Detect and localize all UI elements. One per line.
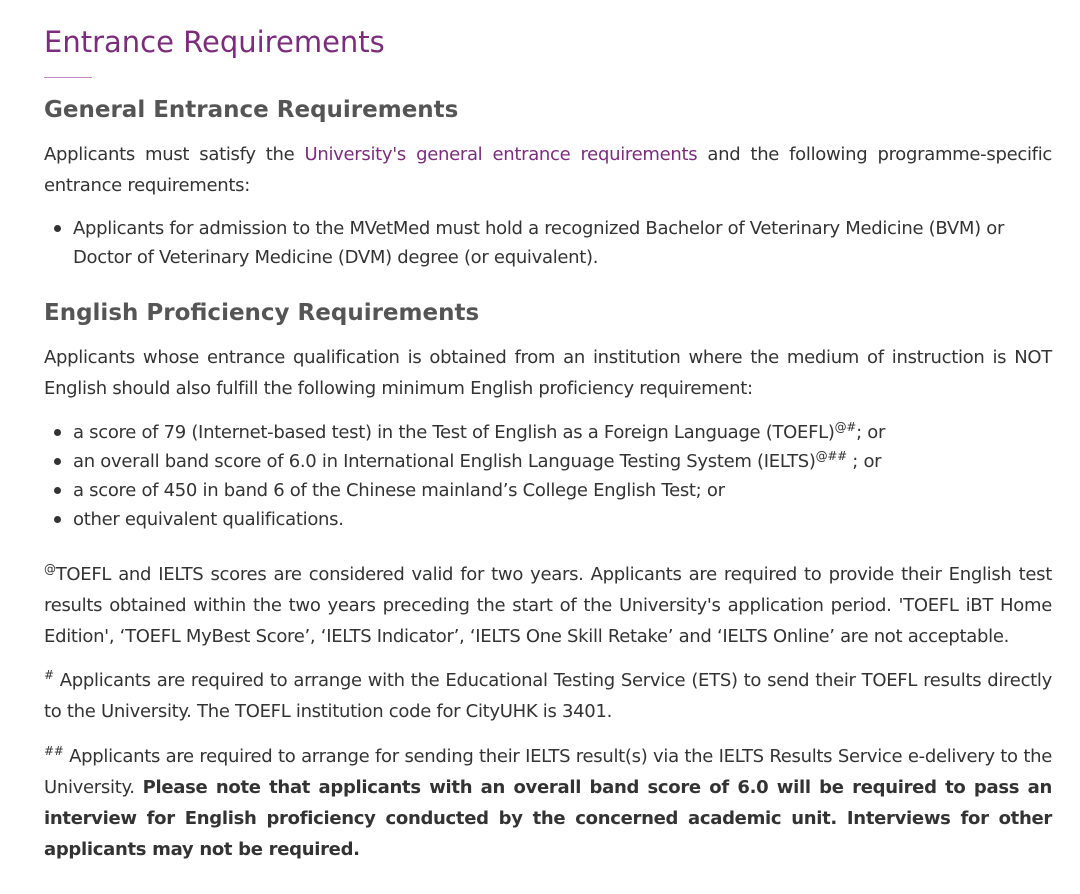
note-bold-text: Please note that applicants with an overall band score of 6.0 will be required to pass an interview for English proficiency conducted by the concerned academic unit. Interviews for other applicants may not be required. (44, 777, 1053, 860)
note-toefl (44, 665, 1052, 727)
intro-text-continued: and the following programme-specific entrance requirements: (44, 144, 1052, 196)
english-proficiency-intro: Applicants whose entrance qualification is obtained from an institution where the medium of instruction is NOT English should also fulfill the following minimum English proficiency requirement: (44, 347, 1052, 399)
intro-text: Applicants must satisfy the (44, 144, 305, 165)
general-requirements-list (44, 214, 1044, 272)
english-requirements-list (44, 418, 1044, 534)
note-marker: # (44, 668, 54, 682)
note-validity (44, 559, 1052, 652)
list-item (44, 418, 1044, 447)
item-text: a score of 450 in band 6 of the Chinese mainland’s College English Test; or (73, 480, 725, 501)
note-ielts (44, 741, 1052, 865)
item-text: an overall band score of 6.0 in International English Language Testing System (IELTS) (73, 451, 816, 472)
item-text: other equivalent qualifications. (73, 509, 344, 530)
note-text: TOEFL and IELTS scores are considered valid for two years. Applicants are required to provide their English test results obtained within the two years preceding the start of the University's application period. 'TOEFL iBT Home Edition', ‘TOEFL MyBest Score’, ‘IELTS Indicator’, ‘IELTS One Skill Retake’ and ‘IELTS Online’ are not acceptable. (44, 564, 1052, 647)
footnote-marker: @## (815, 449, 847, 463)
list-item (44, 447, 1044, 476)
item-suffix: ; or (846, 451, 882, 472)
item-suffix: ; or (856, 422, 886, 443)
note-text: Applicants are required to arrange with the Educational Testing Service (ETS) to send their TOEFL results directly to the University. The TOEFL institution code for CityUHK is 3401. (44, 670, 1052, 722)
footnote-marker: @# (834, 420, 857, 434)
item-text: a score of 79 (Internet-based test) in the Test of English as a Foreign Language (TOEFL) (73, 422, 835, 443)
note-marker: @ (44, 562, 56, 576)
note-marker: ## (44, 744, 64, 758)
general-requirements-link[interactable]: University's general entrance requirements (304, 144, 698, 165)
list-item: Applicants for admission to the MVetMed must hold a recognized Bachelor of Veterinary Medicine (BVM) or Doctor of Veterinary Medicine (DVM) degree (or equivalent). (44, 214, 1044, 272)
note-text: Applicants are required to arrange for sending their IELTS result(s) via the IELTS Results Service e-delivery to the University. (44, 746, 1052, 798)
general-requirements-intro (44, 139, 1052, 201)
title-divider (44, 77, 92, 78)
list-item (44, 476, 1044, 505)
page-title: Entrance Requirements (44, 25, 385, 59)
general-requirements-heading: General Entrance Requirements (44, 97, 459, 123)
list-item (44, 505, 1044, 534)
english-proficiency-heading: English Proficiency Requirements (44, 300, 480, 326)
